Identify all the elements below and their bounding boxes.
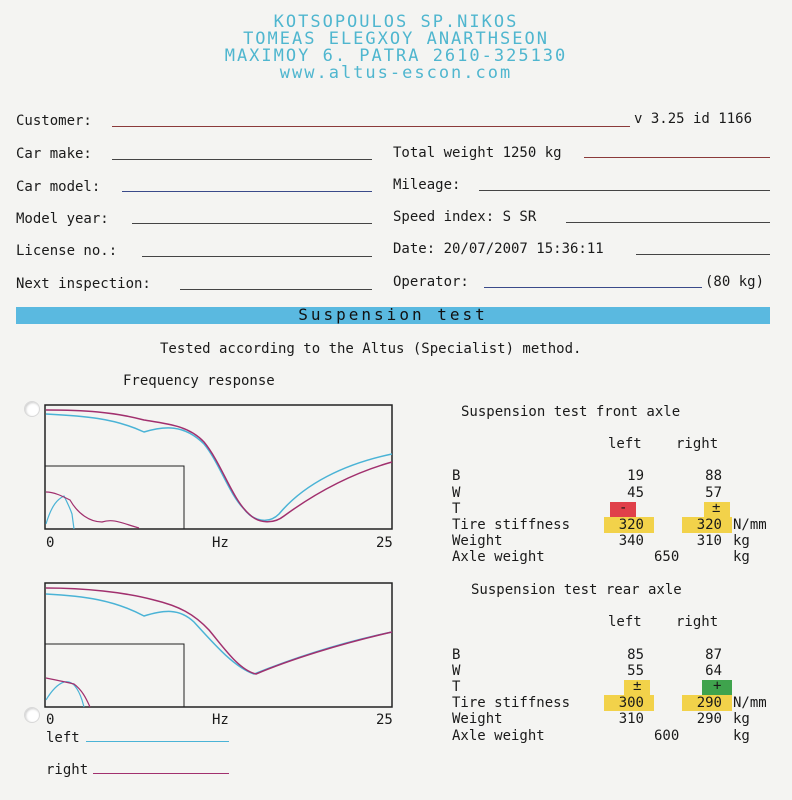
rear-axis-unit: Hz: [212, 712, 229, 728]
rear-axis-min: 0: [46, 712, 55, 728]
version-text: v 3.25 id 1166: [634, 111, 753, 127]
front-b-left: 19: [627, 468, 644, 484]
legend-left-label: left: [46, 730, 80, 746]
company-name: KOTSOPOULOS SP.NIKOS: [273, 12, 519, 32]
rear-row-label: Tire stiffness: [452, 695, 571, 711]
rear-t-left: ±: [633, 678, 642, 694]
car-make-label: Car make:: [16, 146, 92, 162]
rear-t-right: +: [713, 678, 722, 694]
legend-right-label: right: [46, 762, 89, 778]
model-year-field-line: [132, 223, 372, 224]
front-axle-title: Suspension test front axle: [461, 404, 681, 420]
operator-weight: (80 kg): [705, 274, 765, 290]
punch-hole: [24, 707, 40, 723]
license-label: License no.:: [16, 243, 118, 259]
rear-weight-unit: kg: [733, 711, 750, 727]
rear-w-left: 55: [627, 663, 644, 679]
rear-stiffness-left: 300: [618, 695, 644, 711]
rear-stiffness-unit: N/mm: [733, 695, 767, 711]
front-row-label: B: [452, 468, 461, 484]
speed-index-line: [566, 222, 770, 223]
mileage-label: Mileage:: [393, 177, 461, 193]
operator-label: Operator:: [393, 274, 469, 290]
rear-axle-weight-label: Axle weight: [452, 728, 545, 744]
rear-b-left: 85: [627, 647, 644, 663]
next-inspection-line: [180, 289, 372, 290]
front-weight-left: 340: [618, 533, 644, 549]
rear-b-right: 87: [705, 647, 722, 663]
total-weight-label: Total weight 1250 kg: [393, 145, 562, 161]
rear-col-left: left: [608, 614, 642, 630]
date-label: Date: 20/07/2007 15:36:11: [393, 241, 604, 257]
front-row-label: Weight: [452, 533, 503, 549]
front-stiffness-unit: N/mm: [733, 517, 767, 533]
speed-index-label: Speed index: S SR: [393, 209, 537, 225]
license-field-line: [142, 256, 372, 257]
rear-axle-title: Suspension test rear axle: [471, 582, 682, 598]
operator-field-line: [484, 287, 702, 288]
front-weight-right: 310: [696, 533, 722, 549]
front-stiffness-left: 320: [618, 517, 644, 533]
legend-left-line: [86, 741, 229, 742]
front-w-left: 45: [627, 485, 644, 501]
section-title-band: [16, 307, 770, 324]
front-frequency-graph: [44, 404, 394, 530]
legend-right-line: [93, 773, 229, 774]
front-axle-weight-label: Axle weight: [452, 549, 545, 565]
customer-field-line: [112, 126, 630, 127]
rear-row-label: B: [452, 647, 461, 663]
rear-frequency-graph: [44, 582, 394, 708]
rear-row-label: Weight: [452, 711, 503, 727]
front-axis-max: 25: [376, 535, 393, 551]
rear-weight-right: 290: [696, 711, 722, 727]
rear-axis-max: 25: [376, 712, 393, 728]
rear-col-right: right: [676, 614, 719, 630]
frequency-response-title: Frequency response: [123, 373, 275, 389]
next-inspection-label: Next inspection:: [16, 276, 151, 292]
front-axle-weight-value: 650: [654, 549, 680, 565]
rear-w-right: 64: [705, 663, 722, 679]
rear-stiffness-right: 290: [696, 695, 722, 711]
front-w-right: 57: [705, 485, 722, 501]
model-year-label: Model year:: [16, 211, 109, 227]
company-website: www.altus-escon.com: [279, 63, 513, 83]
front-b-right: 88: [705, 468, 722, 484]
car-model-label: Car model:: [16, 179, 101, 195]
punch-hole: [24, 401, 40, 417]
car-model-field-line: [122, 191, 372, 192]
rear-weight-left: 310: [618, 711, 644, 727]
rear-row-label: W: [452, 663, 461, 679]
front-row-label: W: [452, 485, 461, 501]
car-make-field-line: [112, 159, 372, 160]
front-axis-min: 0: [46, 535, 55, 551]
front-col-right: right: [676, 436, 719, 452]
section-title: Suspension test: [298, 305, 488, 324]
front-row-label: Tire stiffness: [452, 517, 571, 533]
front-axis-unit: Hz: [212, 535, 229, 551]
rear-axle-weight-value: 600: [654, 728, 680, 744]
customer-label: Customer:: [16, 113, 92, 129]
front-weight-unit: kg: [733, 533, 750, 549]
company-address: MAXIMOY 6. PATRA 2610-325130: [224, 46, 568, 66]
total-weight-line: [584, 157, 770, 158]
rear-row-label: T: [452, 679, 461, 695]
method-text: Tested according to the Altus (Specialist) method.: [160, 341, 582, 357]
front-stiffness-right: 320: [696, 517, 722, 533]
front-col-left: left: [608, 436, 642, 452]
front-t-left: -: [619, 500, 628, 516]
rear-axle-weight-unit: kg: [733, 728, 750, 744]
front-t-right: ±: [712, 500, 721, 516]
front-row-label: T: [452, 501, 461, 517]
company-subtitle: TOMEAS ELEGXOY ANARTHSEON: [243, 29, 549, 49]
mileage-field-line: [479, 190, 770, 191]
date-field-line: [636, 254, 770, 255]
front-axle-weight-unit: kg: [733, 549, 750, 565]
